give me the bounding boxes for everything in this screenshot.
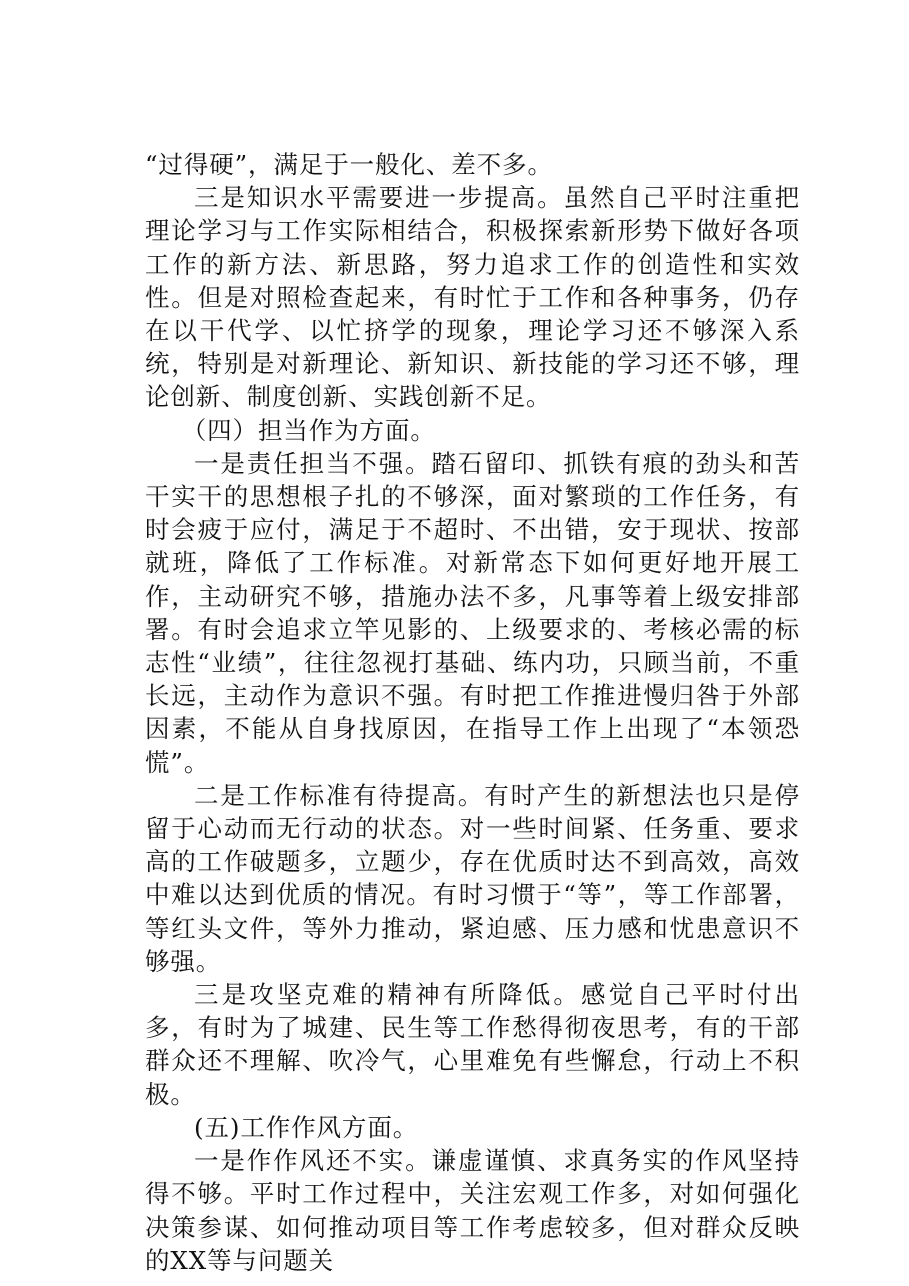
paragraph-work-style: 一是作作风还不实。谦虚谨慎、求真务实的作风坚持得不够。平时工作过程中，关注宏观工作多，对如何强化决策参谋、如何推动项目等工作考虑较多，但对群众反映的XX等与问题关 [145,1146,800,1275]
paragraph-work-standard: 二是工作标准有待提高。有时产生的新想法也只是停留于心动而无行动的状态。对一些时间紧、任务重、要求高的工作破题多，立题少，存在优质时达不到高效，高效中难以达到优质的情况。有时习惯于“等”，等工作部署，等红头文件，等外力推动，紧迫感、压力感和忧患意识不够强。 [145,780,800,976]
paragraph-overcoming-difficulty: 三是攻坚克难的精神有所降低。感觉自己平时付出多，有时为了城建、民生等工作愁得彻夜思考，有的干部群众还不理解、吹冷气，心里难免有些懈怠，行动上不积极。 [145,980,800,1109]
paragraph-knowledge-level: 三是知识水平需要进一步提高。虽然自己平时注重把理论学习与工作实际相结合，积极探索新形势下做好各项工作的新方法、新思路，努力追求工作的创造性和实效性。但是对照检查起来，有时忙于工作和各种事务，仍存在以干代学、以忙挤学的现象，理论学习还不够深入系统，特别是对新理论、新知识、新技能的学习还不够，理论创新、制度创新、实践创新不足。 [145,183,800,412]
section-heading-responsibility: （四）担当作为方面。 [181,415,436,445]
section-heading-work-style: (五)工作作风方面。 [194,1112,419,1142]
document-body [145,148,800,1277]
paragraph-continuation: “过得硬”，满足于一般化、差不多。 [145,150,553,179]
paragraph-responsibility: 一是责任担当不强。踏石留印、抓铁有痕的劲头和苦干实干的思想根子扎的不够深，面对繁琐的工作任务，有时会疲于应付，满足于不超时、不出错，安于现状、按部就班，降低了工作标准。对新常态下如何更好地开展工作，主动研究不够，措施办法不多，凡事等着上级安排部署。有时会追求立竿见影的、上级要求的、考核必需的标志性“业绩”，往往忽视打基础、练内功，只顾当前，不重长远，主动作为意识不强。有时把工作推进慢归咎于外部因素，不能从自身找原因，在指导工作上出现了“本领恐慌”。 [145,448,800,777]
